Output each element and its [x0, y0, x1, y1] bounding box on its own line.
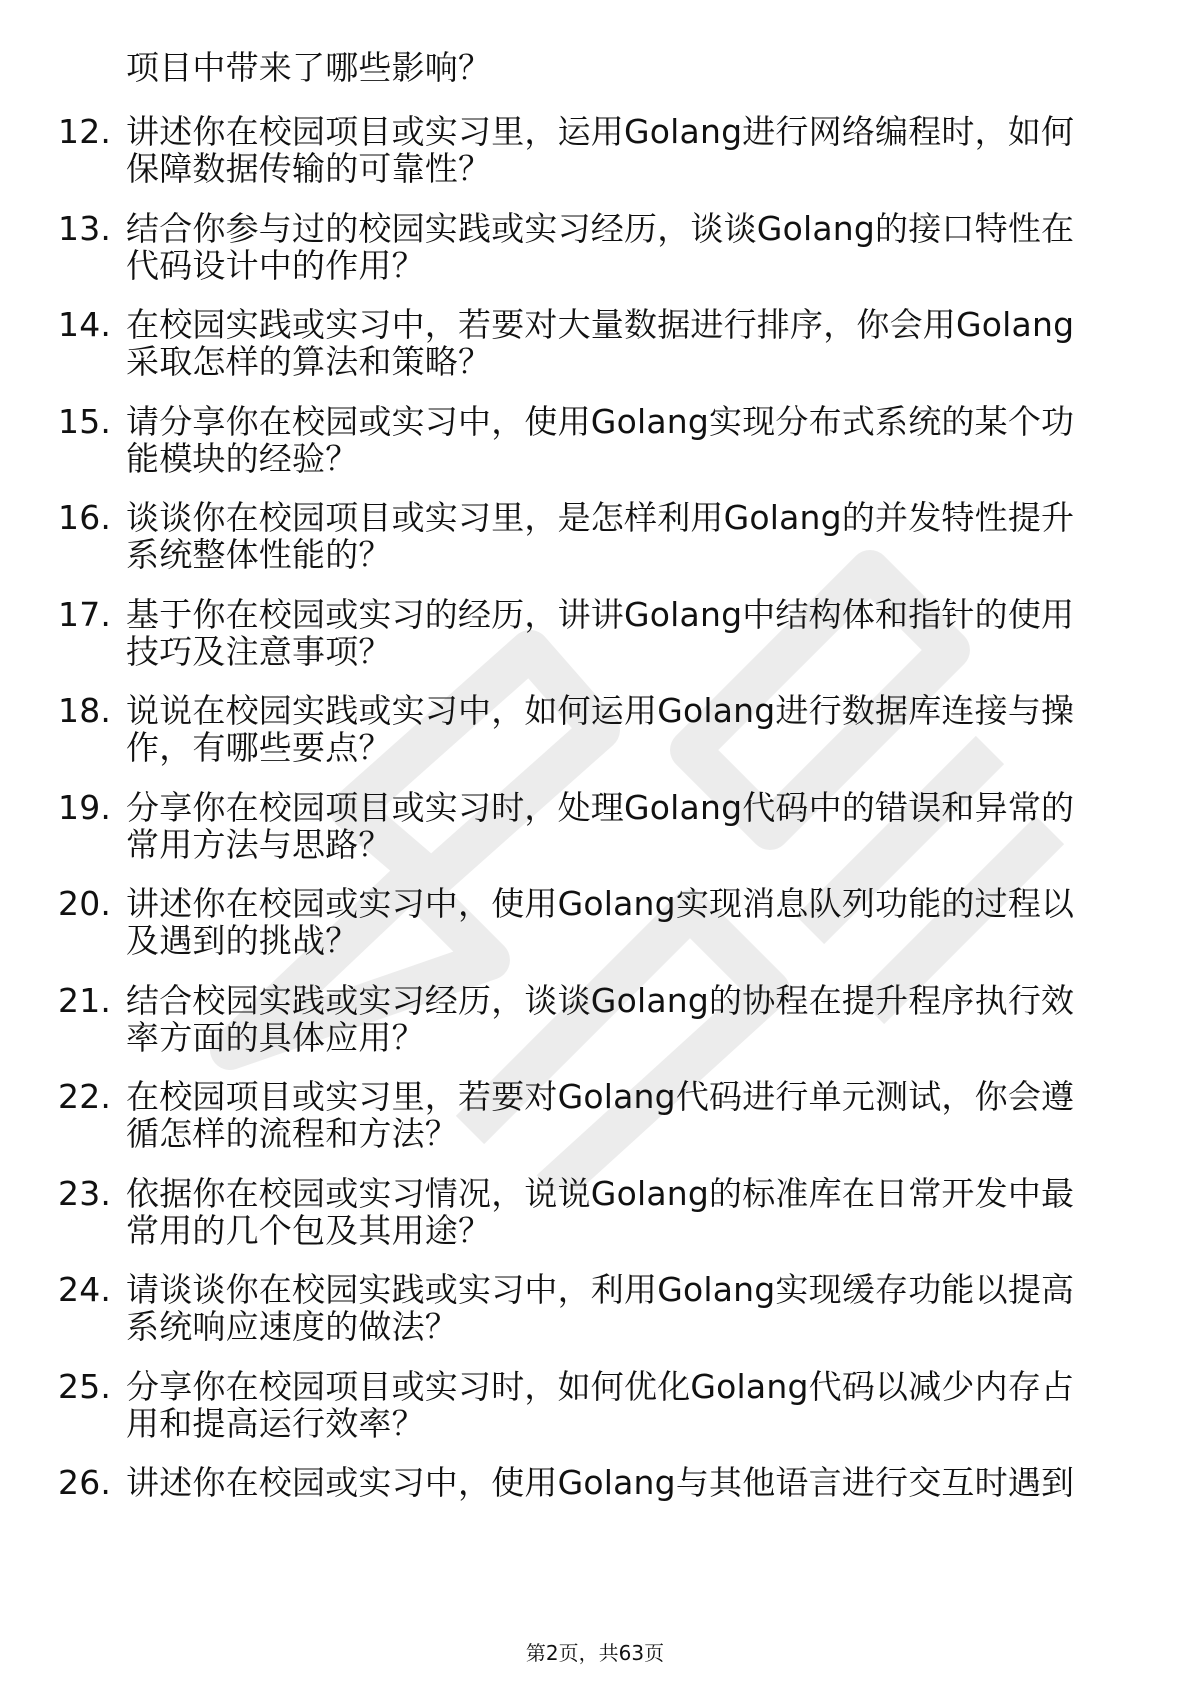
question-text-line: 能模块的经验？ [126, 438, 359, 478]
question-text-line: 结合你参与过的校园实践或实习经历，谈谈Golang的接口特性在 [126, 208, 1075, 248]
question-number: 19. [58, 787, 112, 827]
question-number: 24. [58, 1270, 112, 1309]
question-text-line: 讲述你在校园或实习中，使用Golang与其他语言进行交互时遇到 [126, 1463, 1075, 1502]
question-text-line: 分享你在校园项目或实习时，如何优化Golang代码以减少内存占 [126, 1366, 1075, 1406]
question-number: 26. [58, 1463, 112, 1502]
question-number: 12. [58, 112, 112, 151]
question-text-line: 在校园实践或实习中，若要对大量数据进行排序，你会用Golang [126, 305, 1075, 344]
question-text-line: 结合校园实践或实习经历，谈谈Golang的协程在提升程序执行效 [126, 980, 1075, 1020]
question-text-line: 系统响应速度的做法？ [126, 1307, 458, 1346]
question-text-line: 技巧及注意事项？ [126, 631, 392, 671]
question-text-line: 用和提高运行效率？ [126, 1403, 425, 1443]
question-text-line: 在校园项目或实习里，若要对Golang代码进行单元测试，你会遵 [126, 1077, 1075, 1116]
question-text-line: 常用方法与思路？ [126, 824, 392, 864]
question-number: 21. [58, 980, 112, 1020]
question-text-line: 率方面的具体应用？ [126, 1017, 425, 1057]
question-number: 18. [58, 691, 112, 730]
page-footer: 第2页，共63页 [525, 1641, 665, 1665]
question-number: 13. [58, 208, 112, 248]
question-text-line: 依据你在校园或实习情况，说说Golang的标准库在日常开发中最 [126, 1173, 1075, 1213]
question-number: 15. [58, 401, 112, 441]
question-text-line: 及遇到的挑战？ [126, 921, 359, 960]
question-number: 22. [58, 1077, 112, 1116]
question-number: 20. [58, 884, 112, 923]
question-text-line: 讲述你在校园或实习中，使用Golang实现消息队列功能的过程以 [126, 884, 1075, 923]
continuation-text: 项目中带来了哪些影响？ [126, 48, 492, 87]
question-text-line: 采取怎样的算法和策略？ [126, 342, 492, 381]
question-number: 25. [58, 1366, 112, 1406]
question-text-line: 常用的几个包及其用途？ [126, 1210, 492, 1250]
question-text-line: 基于你在校园或实习的经历，讲讲Golang中结构体和指针的使用 [126, 594, 1075, 634]
question-text-line: 谈谈你在校园项目或实习里，是怎样利用Golang的并发特性提升 [126, 498, 1075, 537]
question-number: 16. [58, 498, 112, 537]
question-text-line: 代码设计中的作用？ [126, 245, 425, 285]
question-text-line: 请分享你在校园或实习中，使用Golang实现分布式系统的某个功 [126, 401, 1075, 441]
question-text-line: 讲述你在校园项目或实习里，运用Golang进行网络编程时，如何 [126, 112, 1075, 151]
question-text-line: 系统整体性能的？ [126, 535, 392, 574]
question-text-line: 说说在校园实践或实习中，如何运用Golang进行数据库连接与操 [126, 691, 1075, 730]
question-text-line: 作，有哪些要点？ [126, 728, 392, 767]
question-text-line: 请谈谈你在校园实践或实习中，利用Golang实现缓存功能以提高 [126, 1270, 1075, 1309]
question-text-line: 保障数据传输的可靠性？ [126, 149, 492, 188]
question-number: 17. [58, 594, 112, 634]
question-number: 14. [58, 305, 112, 344]
question-number: 23. [58, 1173, 112, 1213]
question-text-line: 循怎样的流程和方法？ [126, 1114, 458, 1153]
question-text-line: 分享你在校园项目或实习时，处理Golang代码中的错误和异常的 [126, 787, 1075, 827]
